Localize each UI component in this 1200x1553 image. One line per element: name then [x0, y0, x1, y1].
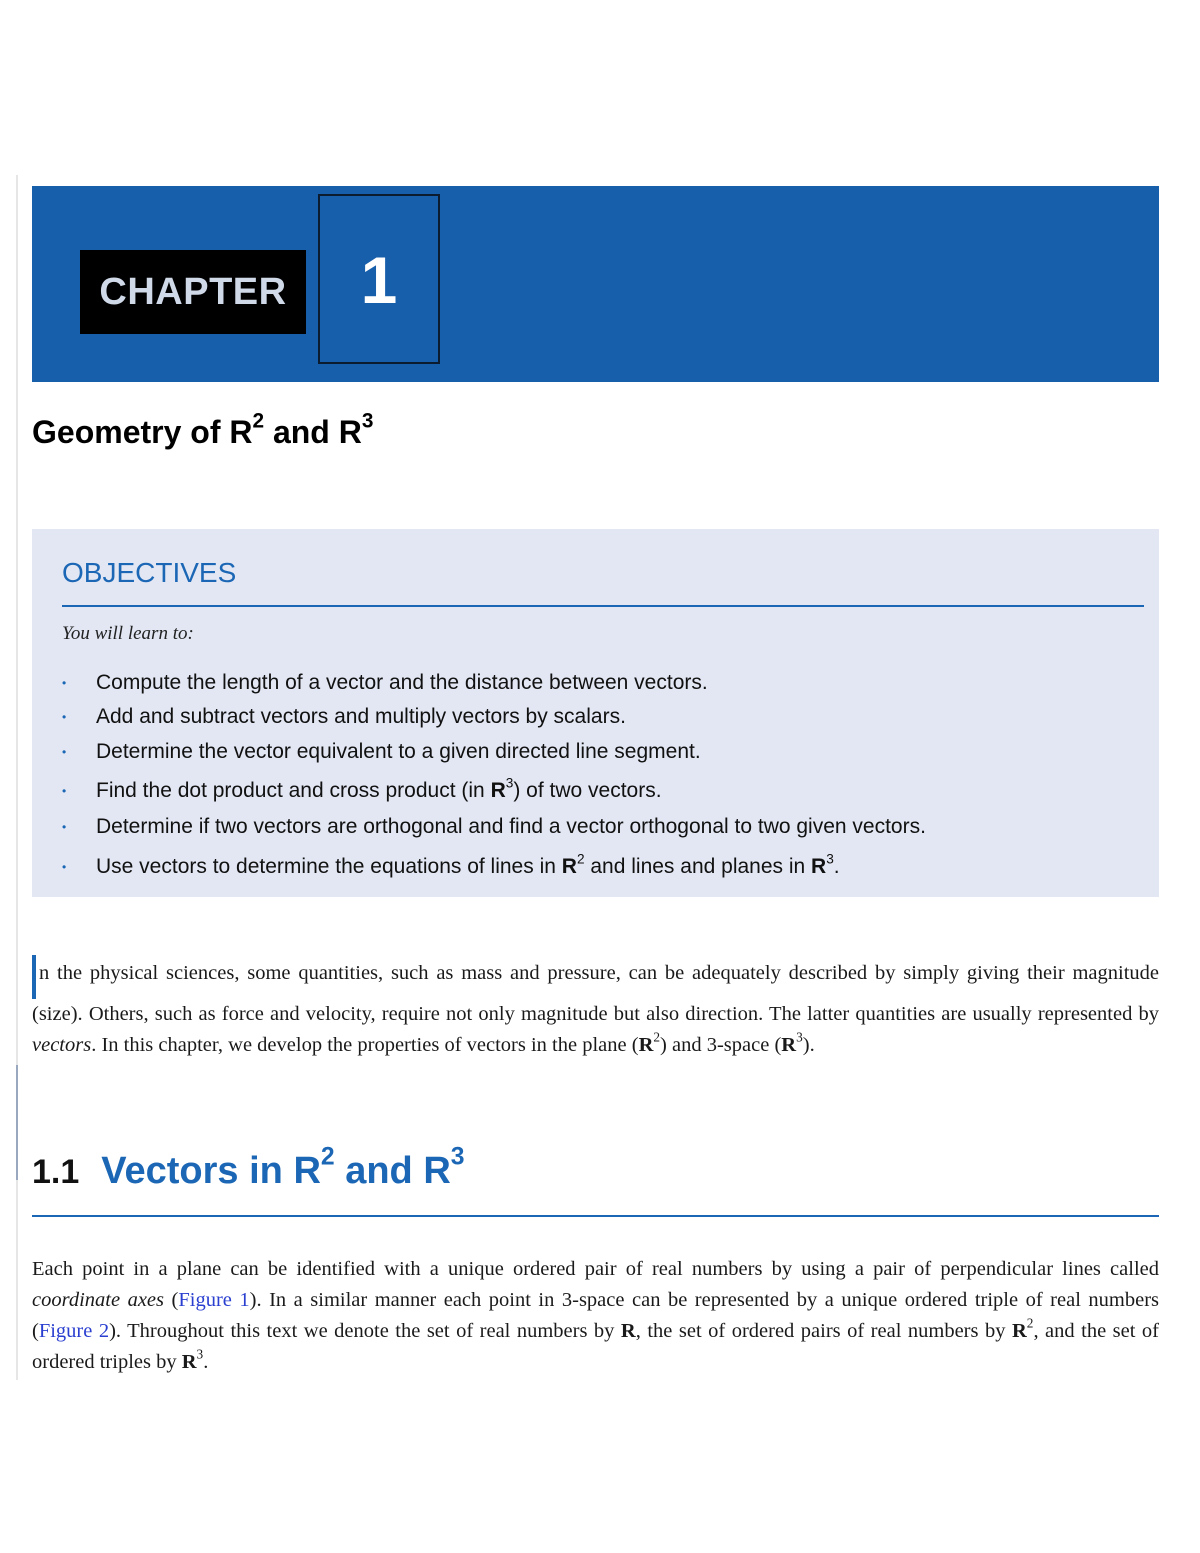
- section-heading: [32, 1143, 465, 1193]
- chapter-title: [32, 409, 374, 451]
- bullet-icon: •: [62, 745, 67, 759]
- objective-text-pre: Find the dot product and cross product (in: [96, 779, 491, 802]
- objective-text: Determine if two vectors are orthogonal and find a vector orthogonal to two given vectors.: [96, 815, 926, 838]
- body-emphasis: coordinate axes: [32, 1289, 164, 1311]
- chapter-title-prefix: Geometry of R: [32, 414, 253, 450]
- superscript: 3: [505, 775, 514, 791]
- objective-text: [96, 853, 840, 881]
- chapter-title-middle: and R: [264, 414, 362, 450]
- objectives-heading: OBJECTIVES: [62, 557, 237, 588]
- superscript: 2: [576, 851, 585, 867]
- set-symbol: R: [620, 1320, 636, 1342]
- superscript: 2: [653, 1029, 661, 1045]
- objective-text-pre: Use vectors to determine the equations of lines in: [96, 855, 562, 878]
- body-text-7: .: [203, 1351, 209, 1373]
- superscript: 3: [826, 851, 834, 867]
- section-number: 1.1: [32, 1153, 80, 1191]
- chapter-title-sup-3: 3: [361, 409, 374, 433]
- chapter-number: 1: [318, 194, 440, 364]
- chapter-label: CHAPTER: [80, 250, 306, 334]
- body-text-4: ). Throughout this text we denote the set of real numbers by: [109, 1320, 621, 1342]
- objectives-lead: You will learn to:: [62, 623, 194, 644]
- objective-text-post: .: [833, 855, 840, 878]
- chapter-title-sup-2: 2: [252, 409, 265, 433]
- figure-1-link[interactable]: Figure 1: [178, 1289, 250, 1311]
- intro-emphasis: vectors: [32, 1034, 92, 1056]
- set-symbol: R: [811, 855, 827, 878]
- set-symbol: R: [1011, 1320, 1027, 1342]
- body-text-3: ). In a similar manner each point in 3-space can be represented by a unique ordered triple of real numbers (: [32, 1289, 1160, 1342]
- bullet-icon: •: [62, 784, 67, 798]
- set-symbol: R: [781, 1034, 797, 1056]
- superscript: 2: [320, 1143, 335, 1171]
- set-symbol: R: [638, 1034, 654, 1056]
- superscript: 3: [450, 1143, 465, 1171]
- body-text-5: , the set of ordered pairs of real numbers by: [635, 1320, 1012, 1342]
- section-title-middle: and R: [334, 1150, 451, 1192]
- drop-cap-bar: [32, 955, 36, 999]
- set-symbol: R: [181, 1351, 197, 1373]
- intro-text-2: . In this chapter, we develop the properties of vectors in the plane (: [91, 1034, 639, 1056]
- objectives-divider: [62, 605, 1144, 607]
- bullet-icon: •: [62, 860, 67, 874]
- set-symbol: R: [561, 855, 577, 878]
- section-divider: [32, 1215, 1159, 1217]
- intro-text-4: ).: [802, 1034, 815, 1056]
- body-text-6: , and the set of ordered triples by: [32, 1320, 1159, 1373]
- body-text-2: (: [164, 1289, 179, 1311]
- bullet-icon: •: [62, 820, 67, 834]
- page-margin-rule: [16, 175, 18, 1380]
- superscript: 2: [1026, 1315, 1034, 1331]
- objective-text-post: ) of two vectors.: [513, 779, 662, 802]
- objective-text: Compute the length of a vector and the distance between vectors.: [96, 671, 708, 694]
- objective-text: [96, 777, 662, 805]
- bullet-icon: •: [62, 710, 67, 724]
- body-text-1: Each point in a plane can be identified with a unique ordered pair of real numbers by using a pair of perpendicular lines called: [32, 1258, 1159, 1280]
- objective-text: Determine the vector equivalent to a given directed line segment.: [96, 740, 701, 763]
- objectives-box: [32, 529, 1159, 897]
- superscript: 3: [196, 1346, 204, 1362]
- bullet-icon: •: [62, 676, 67, 690]
- intro-text-1: n the physical sciences, some quantities, such as mass and pressure, can be adequately described by simply giving their magnitude (size). Others, such as force and velocity, require not only magnitude but also direction. The latter quantities are usually represented by: [32, 962, 1159, 1025]
- intro-paragraph: [32, 955, 1159, 1061]
- set-symbol: R: [490, 779, 506, 802]
- section-title: [101, 1143, 465, 1192]
- section-title-prefix: Vectors in R: [101, 1150, 321, 1192]
- page-margin-marker: [16, 1065, 18, 1180]
- superscript: 3: [796, 1029, 803, 1045]
- chapter-banner: [32, 186, 1159, 382]
- figure-2-link[interactable]: Figure 2: [38, 1320, 110, 1342]
- objective-text-mid: and lines and planes in: [584, 855, 812, 878]
- intro-text-3: ) and 3-space (: [660, 1034, 782, 1056]
- objective-text: Add and subtract vectors and multiply vectors by scalars.: [96, 705, 626, 728]
- body-paragraph: [32, 1254, 1159, 1378]
